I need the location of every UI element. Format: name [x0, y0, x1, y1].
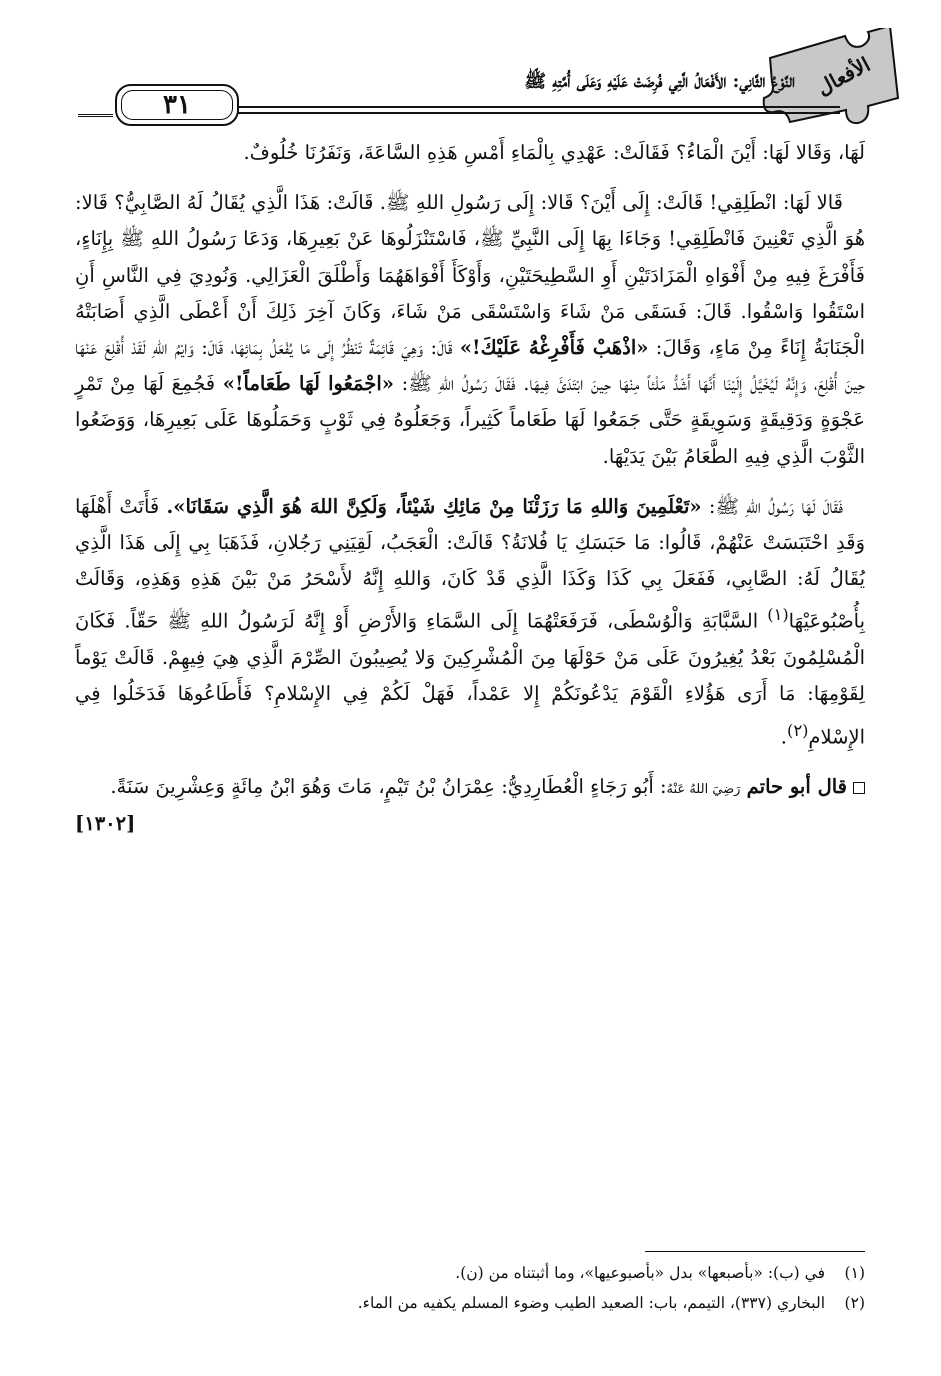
narrator-bio: [75, 769, 865, 808]
header-rule: [180, 112, 840, 114]
page-header: [60, 28, 900, 128]
honorific: رَضِيَ اللهُ عَنْهُ: [666, 782, 741, 798]
hadith-quote: «اجْمَعُوا لَهَا طَعَاماً!»: [222, 372, 394, 396]
paragraph: فَقَالَ لَهَا رَسُولُ اللهِ ﷺ: «تَعْلَمِينَ وَاللهِ مَا رَزَئْنَا مِنْ مَائِكِ شَيْئاً، وَلَكِنَّ اللهَ هُوَ الَّذِي سَقَانَا». فَأَتَتْ أَهْلَهَا وَقَدِ احْتَبَسَتْ عَنْهُمْ، قَالُوا: مَا حَبَسَكِ يَا فُلانَةُ؟ قَالَتْ: الْعَجَبُ، لَقِيَنِي رَجُلانِ، فَذَهَبَا بِي إِلَى هَذَا الَّذِي يُقَالُ لَهُ: الصَّابِي، فَفَعَلَ بِي كَذَا وَكَذَا الَّذِي قَدْ كَانَ، وَاللهِ إِنَّهُ لأَسْحَرُ مَنْ بَيْنَ هَذِهِ وَهَذِهِ، وَقَالَتْ بِأُصْبُوعَيْهَا$^{(١)}$ السَّبَّابَةِ وَالْوُسْطَى، فَرَفَعَتْهُمَا إِلَى السَّمَاءِ وَالأَرْضِ أَوْ إِنَّهُ لَرَسُولُ اللهِ ﷺ حَقّاً. فَكَانَ الْمُسْلِمُونَ بَعْدُ يُغِيرُونَ عَلَى مَنْ حَوْلَهَا مِنَ الْمُشْرِكِينَ وَلا يُصِيبُونَ الصِّرْمَ الَّذِي هِيَ فِيهِمْ. قَالَتْ يَوْماً لِقَوْمِهَا: مَا أَرَى هَؤُلاءِ الْقَوْمَ يَدْعُونَكُمْ إِلا عَمْداً، فَهَلْ لَكُمْ فِي الإِسْلامِ؟ فَأَطَاعُوهَا فَدَخَلُوا فِي الإِسْلامِ$^{(٢)}$.: [75, 494, 865, 749]
running-title: النَّوْعُ الثَّانِي: الأَفْعَالُ الَّتِي فُرِضَتْ عَلَيْهِ وَعَلَى أُمَّتِهِ ﷺ: [524, 71, 795, 92]
hadith-quote: «تَعْلَمِينَ وَاللهِ مَا رَزَئْنَا مِنْ مَائِكِ شَيْئاً، وَلَكِنَّ اللهَ هُوَ الَّذِي سَقَانَا».: [166, 494, 702, 518]
bio-text: : أَبُو رَجَاءٍ الْعُطَارِدِيُّ: عِمْرَانُ بْنُ تَيْمٍ، مَاتَ وَهُوَ ابْنُ مِائَةٍ وَعِشْرِينَ سَنَةً.: [110, 775, 667, 799]
footnote-number: (١): [844, 1264, 865, 1282]
header-rule: [180, 106, 840, 108]
footnote-rule: [645, 1251, 865, 1252]
footnote: [75, 1288, 865, 1318]
footnote-text: في (ب): «بأصبعها» بدل «بأصبوعيها»، وما أثبتناه من (ن).: [455, 1264, 825, 1282]
footnote-number: (٢): [844, 1294, 865, 1312]
page-number: ٣١: [115, 84, 239, 126]
paragraph: قَالا لَهَا: انْطَلِقِي! قَالَتْ: إِلَى أَيْنَ؟ قَالا: إِلَى رَسُولِ اللهِ ﷺ. قَالَتْ: هَذَا الَّذِي يُقَالُ لَهُ الصَّابِيُّ؟ قَالا: هُوَ الَّذِي تَعْنِينَ فَانْطَلِقِي! وَجَاءَا بِهَا إِلَى النَّبِيِّ ﷺ، فَاسْتَنْزَلُوهَا عَنْ بَعِيرِهَا، وَدَعَا رَسُولُ اللهِ ﷺ بِإِنَاءٍ، فَأَفْرَغَ فِيهِ مِنْ أَفْوَاهِ الْمَزَادَتَيْنِ أَوِ السَّطِيحَتَيْنِ، وَأَوْكَأَ أَفْوَاهَهُمَا وَأَطْلَقَ الْعَزَالِي. وَنُودِيَ فِي النَّاسِ أَنِ اسْتَقُوا وَاسْقُوا. قَالَ: فَسَقَى مَنْ شَاءَ وَاسْتَسْقَى مَنْ شَاءَ، وَكَانَ آخِرَ ذَلِكَ أَنْ أَعْطَى الَّذِي أَصَابَتْهُ الْجَنَابَةُ إِنَاءً مِنْ مَاءٍ، وَقَالَ: «اذْهَبْ فَأَفْرِغْهُ عَلَيْكَ!» قَالَ: وَهِيَ قَائِمَةٌ تَنْظُرُ إِلَى مَا يُفْعَلُ بِمَائِهَا، قَالَ: وَايْمُ اللهِ لَقَدْ أُقْلِعَ عَنْهَا حِينَ أُقْلِعَ، وَإِنَّهُ لَيُخَيَّلُ إِلَيْنَا أَنَّهَا أَشَدُّ مَلْئاً مِنْهَا حِينَ ابْتَدَئَ فِيهَا. فَقَالَ رَسُولُ اللهِ ﷺ: «اجْمَعُوا لَهَا طَعَاماً!» فَجُمِعَ لَهَا مِنْ تَمْرٍ عَجْوَةٍ وَدَقِيقَةٍ وَسَوِيقَةٍ حَتَّى جَمَعُوا لَهَا طَعَاماً كَثِيراً، وَجَعَلُوهُ فِي ثَوْبٍ وَحَمَلُوهَا عَلَى بَعِيرِهَا، وَوَضَعُوا الثَّوْبَ الَّذِي فِيهِ الطَّعَامُ بَيْنَ يَدَيْهَا.: [75, 191, 866, 468]
bio-lead: قال أبو حاتم: [746, 775, 847, 799]
footnotes: [75, 1258, 865, 1318]
hadith-reference-number: [١٣٠٢]: [75, 812, 136, 836]
footnote: [75, 1258, 865, 1288]
section-label: الأفعال: [812, 52, 875, 100]
body-text: [75, 135, 865, 843]
header-ornament: [78, 114, 113, 117]
hadith-quote: «اذْهَبْ فَأَفْرِغْهُ عَلَيْكَ!»: [459, 336, 649, 360]
paragraph: لَهَا، وَقَالا لَهَا: أَيْنَ الْمَاءُ؟ فَقَالَتْ: عَهْدِي بِالْمَاءِ أَمْسِ هَذِهِ السَّاعَةَ، وَنَفَرُنَا خُلُوفٌ.: [243, 141, 865, 164]
footnote-marker: (٢): [786, 720, 809, 740]
footnote-marker: (١): [767, 605, 789, 625]
footnote-text: البخاري (٣٣٧)، التيمم، باب: الصعيد الطيب وضوء المسلم يكفيه من الماء.: [357, 1294, 825, 1312]
square-bullet-icon: [853, 782, 865, 794]
